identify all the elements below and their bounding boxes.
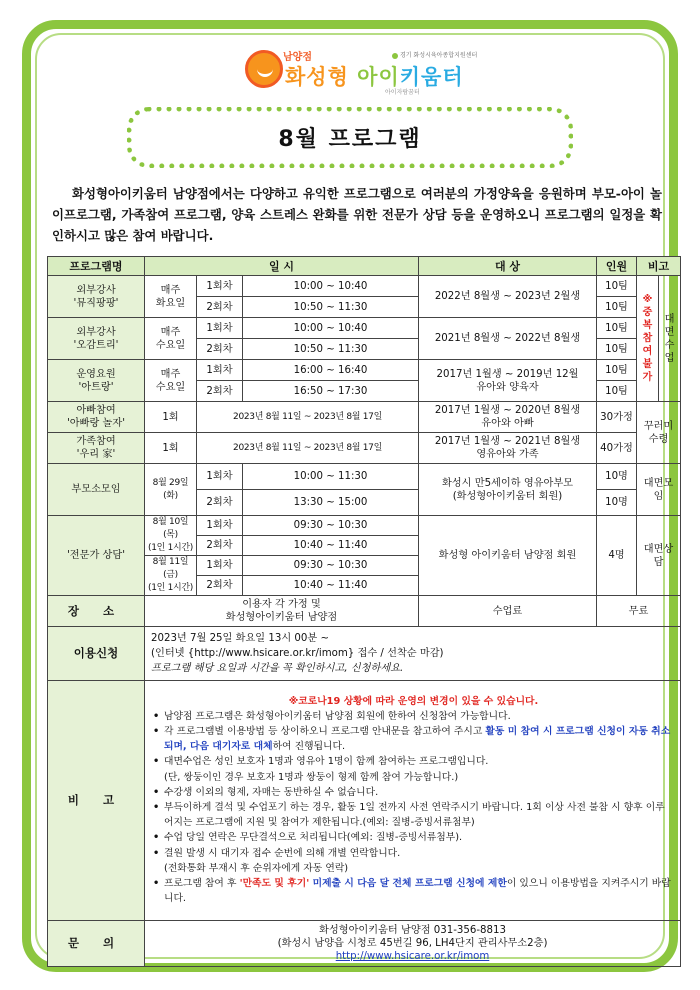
session-label: 1회차 (197, 276, 243, 297)
program-date: 8월 11일(금) (1인 1시간) (145, 556, 197, 596)
table-row (48, 402, 681, 433)
list-item: • 대면수업은 성인 보호자 1명과 영유아 1명이 함께 참여하는 프로그램입니다. (153, 754, 674, 769)
program-people: 10팀 (597, 381, 637, 402)
session-label: 2회차 (197, 297, 243, 318)
header-note: 비고 (637, 257, 681, 276)
session-label: 2회차 (197, 339, 243, 360)
header-program: 프로그램명 (48, 257, 145, 276)
agency-logo: 경기 화성시육아종합지원센터 (392, 50, 477, 59)
program-count: 1회 (145, 402, 197, 433)
program-name: 외부강사 '오감트리' (48, 318, 145, 360)
session-time: 10:00 ~ 10:40 (243, 276, 419, 297)
list-item: • 결원 발생 시 대기자 접수 순번에 의해 개별 연락합니다. (153, 846, 674, 861)
logo-title: 화성형 아이키움터 (285, 65, 464, 89)
program-target: 2017년 1월생 ~ 2019년 12월 유아와 양육자 (419, 360, 597, 402)
website-link[interactable]: http://www.hsicare.or.kr/imom (335, 951, 490, 962)
session-label: 1회차 (197, 360, 243, 381)
contact-row (48, 921, 681, 967)
session-label: 2회차 (197, 490, 243, 516)
program-people: 10팀 (597, 297, 637, 318)
table-header-row (48, 257, 681, 276)
title-banner (127, 107, 573, 168)
session-label: 2회차 (197, 536, 243, 556)
table-row (48, 516, 681, 536)
program-name: 부모소모임 (48, 464, 145, 516)
program-target: 2021년 8월생 ~ 2022년 8월생 (419, 318, 597, 360)
session-time: 10:00 ~ 11:30 (243, 464, 419, 490)
session-time: 09:30 ~ 10:30 (243, 516, 419, 536)
session-label: 2회차 (197, 381, 243, 402)
contact-label: 문 의 (48, 921, 145, 967)
program-name: 운영요원 '아트랑' (48, 360, 145, 402)
program-name: 아빠참여 '아빠랑 놀자' (48, 402, 145, 433)
session-time: 10:40 ~ 11:40 (243, 536, 419, 556)
program-table (47, 256, 681, 967)
session-label: 2회차 (197, 576, 243, 596)
header-people: 인원 (597, 257, 637, 276)
list-item: • 남양점 프로그램은 화성형아이키움터 남양점 회원에 한하여 신청참여 가능합니다. (153, 709, 674, 724)
list-item: • 프로그램 참여 후 '만족도 및 후기' 미제출 시 다음 달 전체 프로그램 신청에 제한이 있으니 이용방법을 지켜주시기 바랍니다. (153, 876, 674, 906)
logo-branch: 남양점 (283, 52, 312, 63)
table-row (48, 433, 681, 464)
agency-dot-icon (392, 53, 398, 59)
place-value: 이용자 각 가정 및 화성형아이키움터 남양점 (145, 596, 419, 627)
program-people: 4명 (597, 516, 637, 596)
sun-face-icon (245, 50, 283, 88)
apply-label: 이용신청 (48, 627, 145, 681)
no-duplicate-note: ※ 중복 참여 불가 (637, 276, 659, 402)
page-title: 8월 프로그램 (278, 127, 422, 152)
program-target: 화성시 만5세이하 영유아부모 (화성형아이키움터 회원) (419, 464, 597, 516)
program-people: 10팀 (597, 360, 637, 381)
session-time: 10:40 ~ 11:40 (243, 576, 419, 596)
program-people: 10명 (597, 464, 637, 490)
list-item-sub: (전화통화 부재시 후 순위자에게 자동 연락) (164, 862, 349, 874)
program-people: 10명 (597, 490, 637, 516)
list-item: • 수강생 이외의 형제, 자매는 동반하실 수 없습니다. (153, 785, 674, 800)
contact-info: 화성형아이키움터 남양점 031-356-8813 (화성시 남양읍 시청로 45번길 96, LH4단지 관리사무소2층) http://www.hsicare.or.kr/imom (145, 921, 681, 967)
header-schedule: 일 시 (145, 257, 419, 276)
program-target: 2017년 1월생 ~ 2020년 8월생 유아와 아빠 (419, 402, 597, 433)
notes-list (145, 681, 681, 921)
table-row (48, 276, 681, 297)
program-dates: 2023년 8월 11일 ~ 2023년 8월 17일 (197, 433, 419, 464)
program-target: 화성형 아이키움터 남양점 회원 (419, 516, 597, 596)
table-row (48, 360, 681, 381)
session-time: 09:30 ~ 10:30 (243, 556, 419, 576)
notes-label: 비 고 (48, 681, 145, 921)
session-time: 16:50 ~ 17:30 (243, 381, 419, 402)
list-item-sub: (단, 쌍둥이인 경우 보호자 1명과 쌍둥이 형제 함께 참여 가능합니다.) (164, 771, 459, 783)
session-label: 1회차 (197, 464, 243, 490)
list-item: • 부득이하게 결석 및 수업포기 하는 경우, 활동 1일 전까지 사전 연락주시기 바랍니다. 1회 이상 사전 불참 시 향후 이루어지는 프로그램에 지원 및 참여가 제한됩니다.(예외: 질병-증빙서류첨부) (153, 800, 674, 830)
kit-pickup-note: 꾸러미수령 (637, 402, 681, 464)
table-row (48, 464, 681, 490)
program-name: 외부강사 '뮤직팡팡' (48, 276, 145, 318)
program-name: 가족참여 '우리 家' (48, 433, 145, 464)
fee-value: 무료 (597, 596, 681, 627)
session-time: 10:00 ~ 10:40 (243, 318, 419, 339)
program-dates: 2023년 8월 11일 ~ 2023년 8월 17일 (197, 402, 419, 433)
program-people: 30가정 (597, 402, 637, 433)
session-time: 13:30 ~ 15:00 (243, 490, 419, 516)
program-day: 매주 수요일 (145, 360, 197, 402)
apply-info: 2023년 7월 25일 화요일 13시 00분 ~ (인터넷 {http://www.hsicare.or.kr/imom} 접수 / 선착순 마감) 프로그램 해당 요일과 시간을 꼭 확인하시고, 신청하세요. (145, 627, 681, 681)
program-people: 10팀 (597, 318, 637, 339)
session-time: 16:00 ~ 16:40 (243, 360, 419, 381)
apply-row (48, 627, 681, 681)
program-note: 대면모임 (637, 464, 681, 516)
session-label: 1회차 (197, 318, 243, 339)
program-people: 10팀 (597, 339, 637, 360)
session-label: 1회차 (197, 556, 243, 576)
face-class-note: 대 면 수 업 (659, 276, 681, 402)
session-time: 10:50 ~ 11:30 (243, 339, 419, 360)
place-row (48, 596, 681, 627)
session-time: 10:50 ~ 11:30 (243, 297, 419, 318)
fee-label: 수업료 (419, 596, 597, 627)
table-row (48, 318, 681, 339)
logo-tagline: 아이자람꿈터 (385, 89, 420, 96)
program-day: 매주 수요일 (145, 318, 197, 360)
program-people: 40가정 (597, 433, 637, 464)
list-item: • 수업 당일 연락은 무단결석으로 처리됩니다(예외: 질병-증빙서류첨부). (153, 830, 674, 845)
program-date: 8월 29일(화) (145, 464, 197, 516)
session-label: 1회차 (197, 516, 243, 536)
program-name: '전문가 상담' (48, 516, 145, 596)
program-target: 2022년 8월생 ~ 2023년 2월생 (419, 276, 597, 318)
notes-row (48, 681, 681, 921)
program-date: 8월 10일(목) (1인 1시간) (145, 516, 197, 556)
intro-paragraph: 화성형아이키움터 남양점에서는 다양하고 유익한 프로그램으로 여러분의 가정양육을 응원하며 부모-아이 놀이프로그램, 가족참여 프로그램, 양육 스트레스 완화를 위한 전문가 상담 등을 운영하오니 프로그램의 일정을 확인하시고 많은 참여 바랍니다. (52, 186, 662, 243)
program-day: 매주 화요일 (145, 276, 197, 318)
program-count: 1회 (145, 433, 197, 464)
covid-warning: ※코로나19 상황에 따라 운영의 변경이 있을 수 있습니다. (288, 695, 539, 707)
program-note: 대면상담 (637, 516, 681, 596)
program-target: 2017년 1월생 ~ 2021년 8월생 영유아와 가족 (419, 433, 597, 464)
place-label: 장 소 (48, 596, 145, 627)
program-people: 10팀 (597, 276, 637, 297)
header-target: 대 상 (419, 257, 597, 276)
list-item: • 각 프로그램별 이용방법 등 상이하오니 프로그램 안내문을 참고하여 주시고 활동 미 참여 시 프로그램 신청이 자동 취소되며, 다음 대기자로 대체하여 진행됩니다. (153, 724, 674, 754)
